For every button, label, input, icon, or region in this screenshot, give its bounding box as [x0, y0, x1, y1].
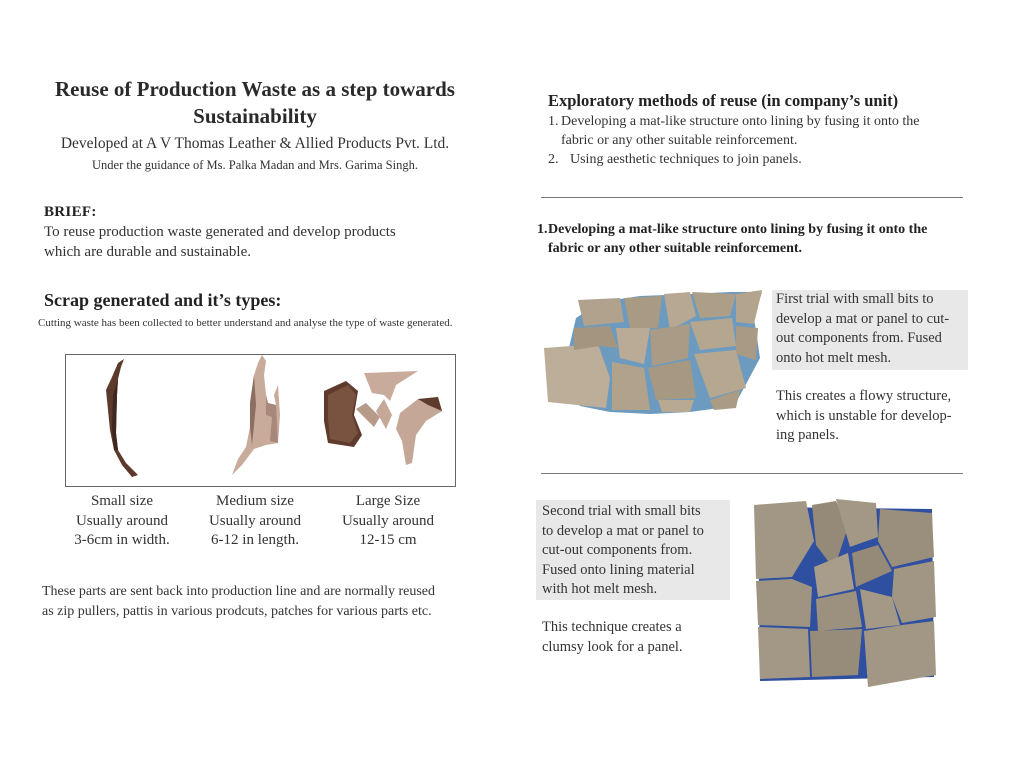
size-medium: [195, 492, 315, 551]
size-small-line3: 3-6cm in width.: [74, 532, 170, 548]
divider-middle: [541, 473, 963, 474]
trial1-line-3: out components from. Fused: [776, 330, 942, 346]
size-small-line2: Usually around: [75, 512, 169, 529]
size-large-name: Large Size: [355, 493, 421, 509]
explore-item-1-line1: Developing a mat-like structure onto lining by fusing it onto the: [561, 114, 920, 129]
explore-item-2: [548, 150, 968, 169]
brief-heading: BRIEF:: [44, 204, 97, 220]
title-line-1: Reuse of Production Waste as a step towards: [55, 77, 455, 101]
trial1-result-line-3: ing panels.: [776, 427, 839, 443]
size-large-line2: Usually around: [341, 512, 435, 529]
size-large: [328, 492, 448, 551]
method-heading: [537, 220, 967, 258]
trial2-line-1: Second trial with small bits: [542, 503, 701, 519]
divider-top: [541, 197, 963, 198]
method-num: 1.: [537, 222, 548, 237]
reuse-line-2: as zip pullers, pattis in various prodcuts, patches for various parts etc.: [42, 603, 432, 619]
reuse-note: [42, 582, 482, 621]
small-scrap-piece: [106, 359, 138, 477]
explore-item-2-num: 2.: [548, 152, 559, 167]
trial1-result: [776, 387, 968, 446]
trial1-line-4: onto hot melt mesh.: [776, 349, 892, 366]
explore-item-1: [548, 112, 968, 150]
brief-line-1: To reuse production waste generated and develop products: [44, 224, 396, 240]
trial2-result-line-2: clumsy look for a panel.: [542, 638, 683, 655]
trial2-panel-photo: [752, 497, 940, 689]
trial2-line-2: to develop a mat or panel to: [542, 522, 704, 539]
explore-item-1-line2: fabric or any other suitable reinforcement.: [561, 133, 798, 148]
explore-item-2-line1: Using aesthetic techniques to join panels.: [570, 152, 802, 167]
brief-line-2: which are durable and sustainable.: [44, 243, 252, 260]
trial2-line-5: with hot melt mesh.: [542, 581, 658, 597]
explore-item-1-num: 1.: [548, 114, 559, 129]
explore-heading: Exploratory methods of reuse (in company’s unit): [548, 91, 899, 110]
reuse-line-1: These parts are sent back into production line and are normally reused: [42, 584, 436, 599]
scrap-samples-image: [65, 354, 456, 487]
developed-at-text: Developed at A V Thomas Leather & Allied Products Pvt. Ltd.: [60, 135, 450, 152]
trial2-result: [542, 618, 732, 657]
trial1-description: [776, 290, 968, 368]
size-small: [62, 492, 182, 551]
size-medium-line3: 6-12 in length.: [211, 532, 299, 548]
page-title: [30, 76, 480, 130]
size-medium-name: Medium size: [216, 493, 294, 509]
method-line-2: fabric or any other suitable reinforcement.: [548, 241, 803, 256]
trial1-line-1: First trial with small bits to: [776, 291, 934, 307]
medium-scrap-piece: [232, 355, 280, 475]
title-line-2: Sustainability: [193, 104, 317, 128]
trial1-result-line-2: which is unstable for develop-: [776, 407, 952, 424]
large-scrap-pieces: [324, 371, 442, 465]
scrap-note: Cutting waste has been collected to better understand and analyse the type of waste generated.: [38, 317, 453, 329]
guidance-text: Under the guidance of Ms. Palka Madan and Mrs. Garima Singh.: [92, 158, 418, 172]
trial1-result-line-1: This creates a flowy structure,: [776, 388, 952, 404]
trial2-line-4: Fused onto lining material: [542, 561, 695, 578]
brief-text: [44, 223, 474, 262]
size-medium-line2: Usually around: [208, 512, 302, 529]
method-line-1: Developing a mat-like structure onto lining by fusing it onto the: [548, 222, 928, 237]
trial1-mat-photo: [540, 288, 768, 416]
trial2-description: [542, 502, 732, 600]
trial2-result-line-1: This technique creates a: [542, 619, 682, 635]
scrap-heading: Scrap generated and it’s types:: [44, 290, 282, 310]
explore-list: [548, 112, 968, 169]
size-small-name: Small size: [90, 493, 154, 509]
trial1-line-2: develop a mat or panel to cut-: [776, 310, 950, 327]
size-large-line3: 12-15 cm: [359, 532, 417, 548]
trial2-line-3: cut-out components from.: [542, 542, 693, 558]
